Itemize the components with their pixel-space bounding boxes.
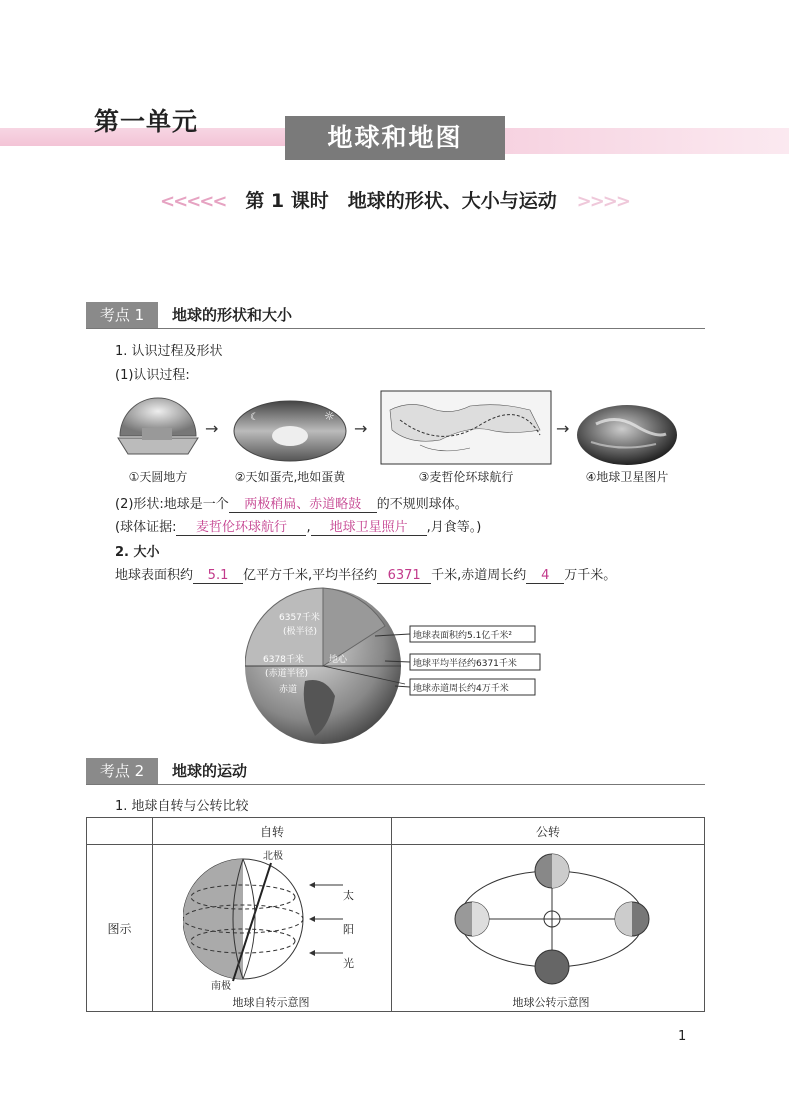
globe-cutaway-figure	[245, 586, 545, 746]
globe-center-label: 地心	[329, 655, 348, 665]
size-line	[115, 564, 616, 584]
globe-circumference-box: 地球赤道周长约4万千米	[413, 684, 509, 694]
arrow-2: →	[354, 419, 368, 438]
page-number: 1	[678, 1029, 687, 1044]
table-corner-cell	[87, 818, 153, 845]
evidence-answer-2: 地球卫星照片	[311, 516, 427, 536]
stage2-image	[232, 398, 348, 464]
section1-item1-sub: (1)认识过程:	[115, 368, 190, 383]
table-header-row	[87, 818, 705, 845]
size-text-1: 地球表面积约	[115, 568, 194, 583]
section1-item2: 2. 大小	[115, 545, 160, 560]
comparison-table	[86, 817, 705, 1012]
size-text-3: 千米,赤道周长约	[431, 568, 527, 583]
stage1-image	[112, 390, 204, 466]
shape-answer: 两极稍扁、赤道略鼓	[229, 493, 377, 513]
lesson-heading	[0, 186, 789, 213]
size-answer-circumference: 4	[526, 568, 564, 584]
shape-line	[115, 493, 468, 513]
stage1-caption: ①天圆地方	[128, 470, 188, 484]
globe-polar-label-2: (极半径)	[283, 627, 318, 637]
svg-text:☼: ☼	[324, 409, 335, 423]
sun-char-3: 光	[343, 957, 354, 970]
section1-header	[86, 302, 705, 329]
table-col-rotation: 自转	[153, 818, 392, 845]
size-text-2: 亿平方千米,平均半径约	[243, 568, 378, 583]
section1-tag: 考点 1	[86, 302, 158, 328]
evidence-sep: ,	[306, 520, 311, 535]
chapter-title: 地球和地图	[285, 116, 505, 160]
size-text-4: 万千米。	[564, 568, 617, 583]
table-row	[87, 845, 705, 1012]
stage2-caption: ②天如蛋壳,地如蛋黄	[234, 470, 346, 484]
globe-equatorial-label-2: (赤道半径)	[265, 669, 309, 679]
evidence-answer-1: 麦哲伦环球航行	[176, 516, 306, 536]
section1-item1: 1. 认识过程及形状	[115, 344, 223, 359]
revolution-diagram-cell	[392, 845, 705, 1012]
section2-item1: 1. 地球自转与公转比较	[115, 799, 249, 814]
revolution-caption: 地球公转示意图	[512, 996, 590, 1009]
section2-title: 地球的运动	[172, 762, 248, 780]
evidence-suffix: ,月食等。)	[426, 520, 482, 535]
section1-title: 地球的形状和大小	[172, 306, 293, 324]
rotation-diagram-cell	[153, 845, 392, 1012]
globe-equator-label: 赤道	[279, 685, 298, 695]
globe-equatorial-label: 6378千米	[263, 655, 304, 665]
globe-area-box: 地球表面积约5.1亿千米²	[413, 631, 512, 641]
stage3-image	[380, 390, 552, 465]
arrow-3: →	[556, 419, 570, 438]
unit-title: 第一单元	[94, 107, 199, 136]
table-col-revolution: 公转	[392, 818, 705, 845]
sun-char-2: 阳	[343, 923, 354, 936]
table-row-label: 图示	[87, 845, 153, 1012]
lesson-arrows-left: <<<<<	[160, 191, 226, 212]
stage4-caption: ④地球卫星图片	[585, 470, 669, 484]
rotation-caption: 地球自转示意图	[232, 996, 310, 1009]
stage3-caption: ③麦哲伦环球航行	[418, 470, 514, 484]
size-answer-radius: 6371	[377, 568, 431, 584]
globe-polar-label: 6357千米	[279, 613, 320, 623]
svg-text:☾: ☾	[250, 412, 259, 423]
lesson-arrows-right: >>>>	[576, 191, 629, 212]
stage4-image	[576, 404, 678, 466]
shape-prefix: (2)形状:地球是一个	[115, 497, 229, 512]
evidence-prefix: (球体证据:	[115, 520, 177, 535]
arrow-1: →	[205, 419, 219, 438]
rotation-south-label: 南极	[211, 981, 231, 992]
shape-suffix: 的不规则球体。	[376, 497, 468, 512]
section2-tag: 考点 2	[86, 758, 158, 784]
header-band-accent	[470, 128, 789, 154]
section2-header	[86, 758, 705, 785]
lesson-title: 第 1 课时 地球的形状、大小与运动	[245, 190, 557, 212]
sun-char-1: 太	[343, 889, 354, 902]
globe-radius-box: 地球平均半径约6371千米	[413, 659, 517, 669]
size-answer-area: 5.1	[193, 568, 243, 584]
evidence-line	[115, 516, 481, 536]
rotation-north-label: 北极	[263, 851, 283, 862]
